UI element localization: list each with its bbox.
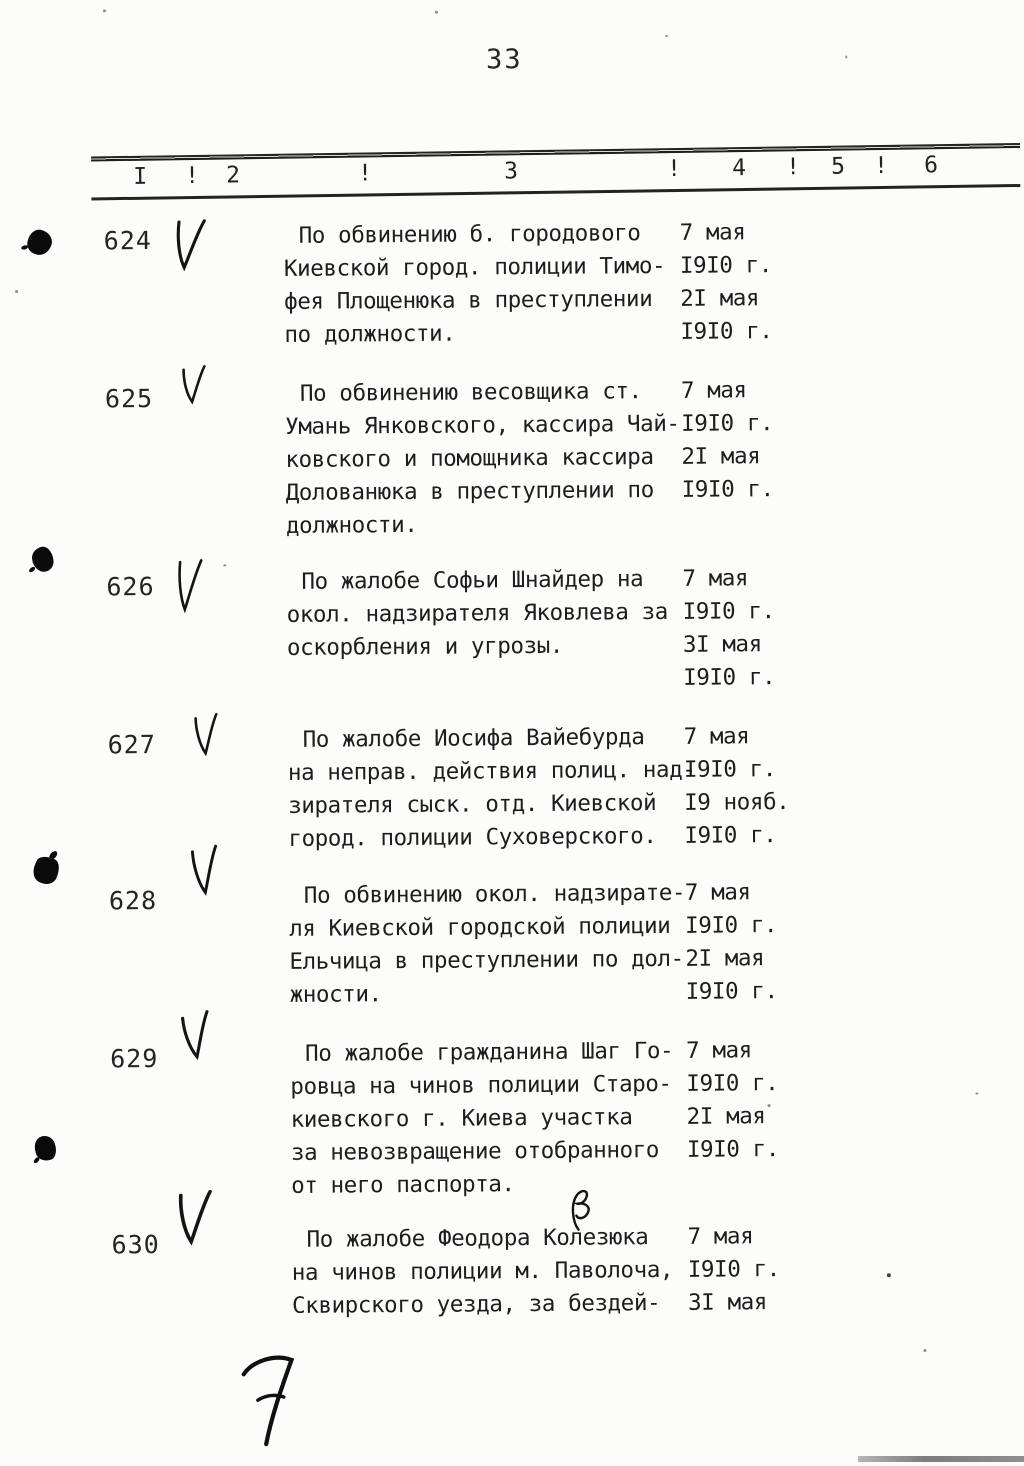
text-line: окол. надзирателя Яковлева за [286,598,669,628]
text-line: фея Площенюка в преступлении [284,286,653,315]
handwritten-checkmark-icon [175,1008,220,1066]
text-line: 7 мая [683,723,750,750]
handwritten-insert-letter-v [569,1188,597,1234]
text-line: I9I0 г. [683,664,776,691]
text-line: 3I мая [682,631,762,658]
case-description [287,721,696,856]
scan-speck [768,1104,771,1107]
text-line: 2I мая [681,443,761,470]
text-line: ровца на чинов полиции Старо- [290,1070,672,1100]
case-number: 630 [111,1229,160,1260]
case-number: 629 [110,1043,159,1074]
text-line: I9I0 г. [685,912,778,939]
text-line: зирателя сыск. отд. Киевской [288,790,657,819]
handwritten-checkmark-icon [172,1188,217,1250]
text-line: жности. [289,981,382,1008]
text-line: 3I мая [687,1289,768,1316]
text-line: город. полиции Суховерского. [288,823,657,852]
text-line: По обвинению б. городового [298,220,641,249]
text-line: ля Киевской городской полиции [289,912,671,942]
table-header-cell: ! [666,155,682,183]
case-number: 624 [103,225,152,256]
handwritten-checkmark-icon [185,842,227,900]
text-line: за невозвращение отобранного [290,1137,660,1166]
text-line: По жалобе Иосифа Вайебурда [302,724,645,753]
case-dates [684,720,815,853]
text-line: I9 нояб. [684,789,790,816]
case-dates [680,216,811,349]
table-header-cell: 6 [923,152,939,179]
scan-speck [845,56,847,59]
scan-speck [975,1093,978,1095]
case-dates [681,374,812,507]
table-header-cell: 2 [226,162,241,189]
text-line: I9I0 г. [679,252,773,279]
text-line: I9I0 г. [685,978,778,1005]
text-line: 7 мая [682,565,749,592]
handwritten-page-mark-seven [231,1348,318,1453]
scan-speck [223,564,226,566]
text-line: 7 мая [680,377,747,404]
text-line: I9I0 г. [682,598,775,625]
text-line: По жалобе Софьи Шнайдер на [301,566,644,595]
text-line: I9I0 г. [684,822,777,849]
handwritten-checkmark-icon [169,216,208,276]
register-entry [7,1032,1024,1199]
text-line: 7 мая [686,1037,752,1064]
register-entry [3,560,1024,691]
table-header-cell: ! [357,160,373,187]
text-line: I9I0 г. [686,1070,779,1097]
text-line: 7 мая [687,1223,754,1250]
text-line: на чинов полиции м. Паволоча, [291,1256,674,1286]
text-line: 2I мая [686,1103,766,1130]
text-line: Ельчица в преступлении по дол- [289,945,684,975]
case-number: 628 [108,885,158,916]
handwritten-checkmark-icon [177,364,210,408]
register-entry [2,372,1024,539]
case-description [289,877,690,1012]
handwritten-checkmark-icon [189,711,224,760]
table-header-cell: 4 [731,155,747,182]
case-number: 625 [104,383,154,414]
register-entry [1,214,1024,348]
scan-speck [665,35,668,37]
text-line: I9I0 г. [683,756,777,783]
text-line: По жалобе Феодора Колезюка [306,1224,649,1253]
page-number: 33 [485,44,523,76]
table-header-cell: ! [185,162,200,190]
text-line: I9I0 г. [681,410,774,437]
text-line: I9I0 г. [680,318,773,345]
case-description [284,217,685,352]
text-line: Умань Янковского, кассира Чай- [285,410,680,440]
case-description [285,375,686,543]
table-header-cell: ! [785,154,801,181]
scan-speck [15,290,18,293]
text-line: 2I мая [685,945,765,972]
text-line: 2I мая [680,285,760,312]
case-dates [685,876,816,1009]
text-line: По обвинению весовщика ст. [299,378,642,407]
text-line: Киевской город. полиции Тимо- [283,252,666,282]
case-dates [682,562,813,695]
register-entry [8,1218,1024,1319]
text-line: 7 мая [679,219,746,246]
table-header-cell: ! [873,152,889,180]
text-line: I9I0 г. [687,1256,780,1283]
scan-speck [435,11,438,14]
text-line: ковского и помощника кассира [285,444,654,473]
text-line: Сквирского уезда, за бездей- [291,1290,661,1319]
table-header-cell: 3 [503,158,519,185]
text-line: должности. [285,511,418,539]
case-number: 626 [106,571,155,602]
case-number: 627 [107,729,156,760]
text-line: По обвинению окол. надзирате- [303,879,686,909]
text-line: оскорбления и угрозы. [286,632,564,661]
scan-speck [103,9,106,12]
scan-edge-artifact [858,1456,1024,1462]
case-description [291,1221,692,1323]
text-line: 7 мая [684,879,751,906]
scan-speck [887,1273,891,1277]
text-line: киевского г. Киева участка [290,1104,633,1133]
table-header-cell: 5 [830,153,846,180]
text-line: I9I0 г. [686,1136,780,1163]
text-line: Долованюка в преступлении по [285,477,654,506]
case-description [290,1035,691,1203]
case-dates [686,1034,817,1167]
text-line: по должности. [284,320,456,348]
text-line: По жалобе гражданина Шаг Го- [305,1037,674,1067]
register-entry [6,874,1024,1008]
case-description [286,563,687,665]
handwritten-checkmark-icon [173,556,205,617]
table-header-cell: I [133,163,148,190]
text-line: на неправ. действия полиц. над- [287,756,696,786]
case-dates [687,1220,818,1320]
register-entry [5,718,1024,852]
scan-speck [923,1349,926,1352]
text-line: I9I0 г. [681,476,774,503]
text-line: от него паспорта. [291,1171,515,1199]
